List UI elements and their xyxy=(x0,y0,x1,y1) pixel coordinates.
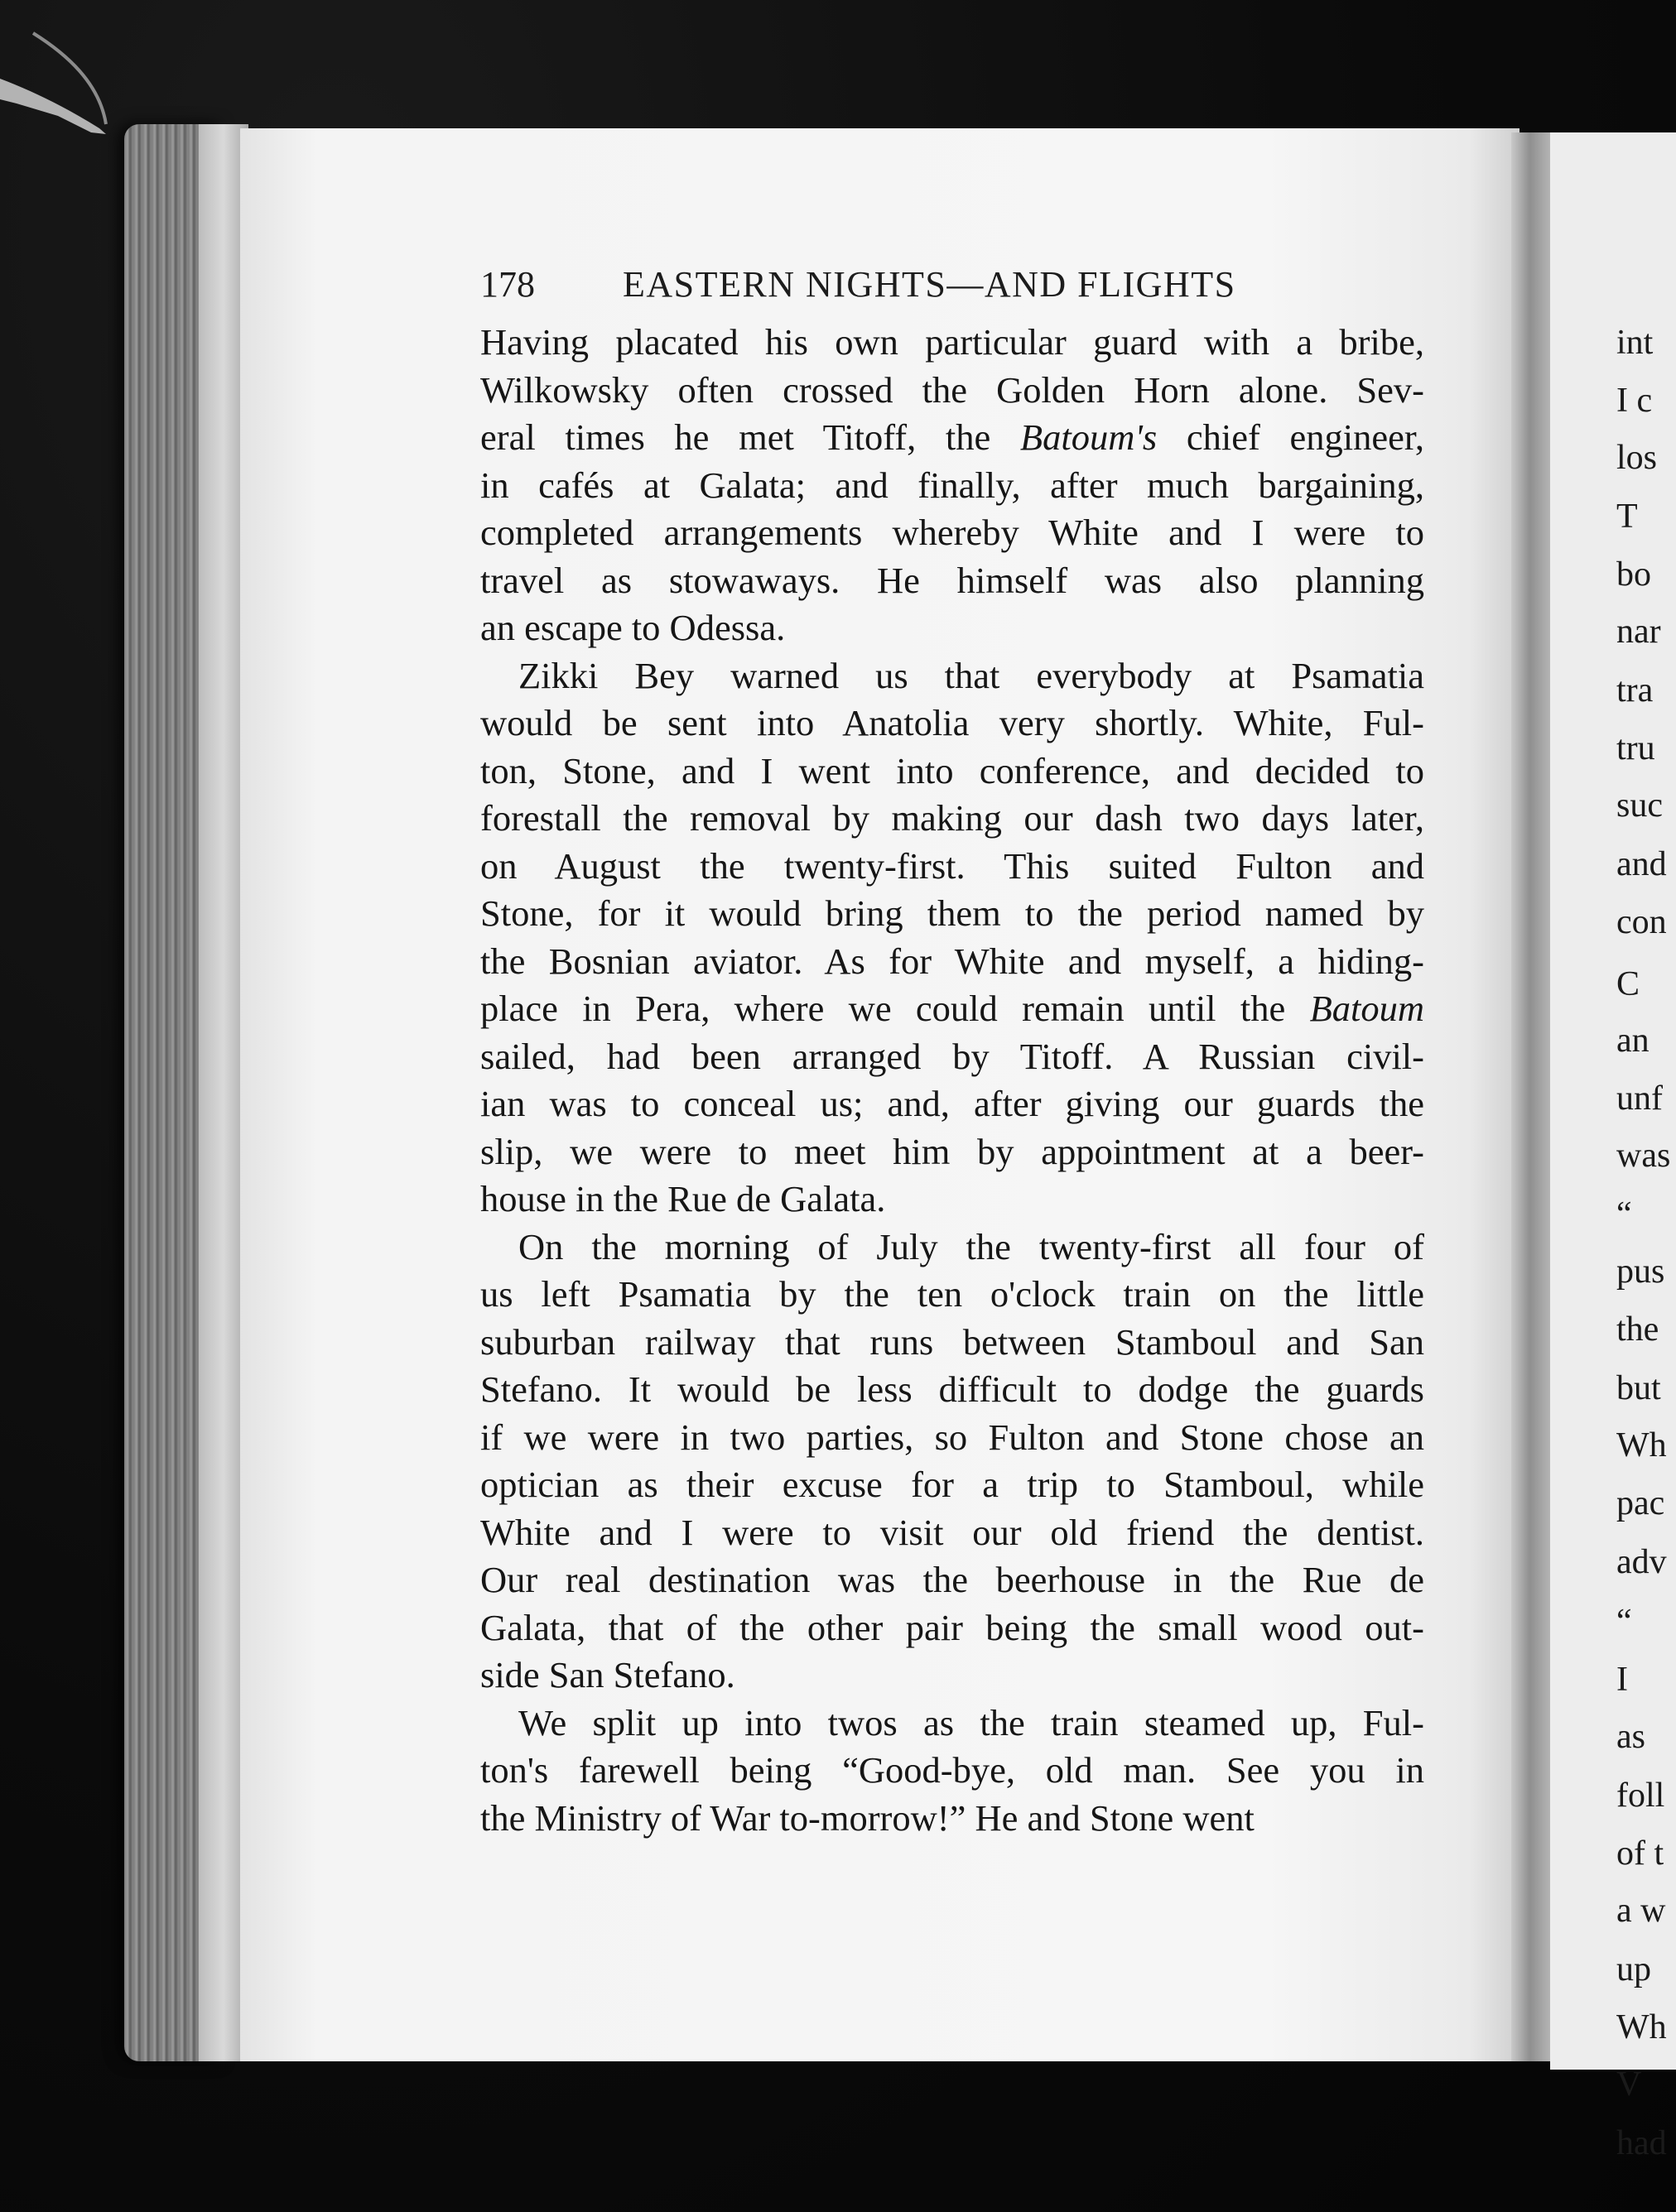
facing-page-text-fragment: was xyxy=(1616,1137,1671,1175)
book-gutter xyxy=(1511,132,1553,2061)
text-line: completed arrangements whereby White and I were to xyxy=(480,512,1424,553)
facing-page-text-fragment: con xyxy=(1616,903,1667,941)
text-line: Galata, that of the other pair being the small wood out- xyxy=(480,1606,1424,1648)
text-line: Wilkowsky often crossed the Golden Horn alone. Sev- xyxy=(480,368,1424,411)
facing-page-text-fragment: los xyxy=(1616,439,1658,477)
text-line: ton's farewell being “Good-bye, old man. See you in xyxy=(480,1749,1424,1791)
facing-page-text-fragment: T xyxy=(1616,497,1638,536)
text-line: Having placated his own particular guard with a bribe, xyxy=(480,321,1424,363)
facing-page-text-fragment: bo xyxy=(1616,555,1651,594)
facing-page-text-fragment: int xyxy=(1616,323,1654,362)
text-line: us left Psamatia by the ten o'clock train on the little xyxy=(480,1273,1424,1315)
facing-page-text-fragment: as xyxy=(1616,1718,1645,1756)
facing-page-text-fragment: I c xyxy=(1616,382,1653,420)
text-line: Stone, for it would bring them to the period named by xyxy=(480,892,1424,934)
facing-page-text-fragment: pac xyxy=(1616,1484,1665,1522)
facing-page-fragment xyxy=(1550,132,1676,2162)
facing-page-text-fragment: had xyxy=(1616,2123,1667,2162)
facing-page-text-fragment: Wh xyxy=(1616,2008,1667,2046)
facing-page-text-fragment: “ xyxy=(1616,1602,1632,1641)
text-line: We split up into twos as the train steamed up, Ful- xyxy=(518,1701,1424,1743)
facing-page-text-fragment: tra xyxy=(1616,671,1654,709)
paragraph xyxy=(480,1224,1424,1700)
facing-page-text-fragment: I xyxy=(1616,1661,1628,1699)
text-line: eral times he met Titoff, the Batoum's chief engineer, xyxy=(480,416,1424,458)
facing-page-text-fragment: tru xyxy=(1616,729,1655,767)
text-line: sailed, had been arranged by Titoff. A Russian civil- xyxy=(480,1035,1424,1077)
text-line: ton, Stone, and I went into conference, and decided to xyxy=(480,749,1424,791)
text-line: house in the Rue de Galata. xyxy=(480,1178,886,1219)
text-line: if we were in two parties, so Fulton and Stone chose an xyxy=(480,1416,1424,1458)
paragraph xyxy=(480,652,1424,1224)
facing-page-text-fragment: but xyxy=(1616,1368,1661,1407)
facing-page-text-fragment: adv xyxy=(1616,1542,1667,1581)
facing-page-text-fragment: V xyxy=(1616,2065,1642,2104)
text-line: on August the twenty-first. This suited Fulton and xyxy=(480,844,1424,887)
paragraph xyxy=(480,1700,1424,1843)
facing-page-text-fragment: C xyxy=(1616,965,1640,1003)
text-line: side San Stefano. xyxy=(480,1654,735,1695)
facing-page-text-fragment: up xyxy=(1616,1950,1651,1988)
facing-page-text-fragment: unf xyxy=(1616,1080,1663,1118)
text-line: forestall the removal by making our dash two days later, xyxy=(480,797,1424,839)
text-line: Stefano. It would be less difficult to dodge the guards xyxy=(480,1368,1424,1410)
text-line: travel as stowaways. He himself was also planning xyxy=(480,559,1424,601)
page-tear-mark xyxy=(0,33,116,199)
text-line: place in Pera, where we could remain until the Batoum xyxy=(480,988,1424,1029)
facing-page-text-fragment: of t xyxy=(1616,1835,1664,1873)
text-line: slip, we were to meet him by appointment at a beer- xyxy=(480,1130,1424,1172)
facing-page-text-fragment: Wh xyxy=(1616,1426,1667,1464)
page-body-text xyxy=(480,319,1424,1842)
text-line: the Ministry of War to-morrow!” He and Stone went xyxy=(480,1796,1255,1839)
facing-page-text-fragment: and xyxy=(1616,844,1667,883)
text-line: White and I were to visit our old friend the dentist. xyxy=(480,1511,1424,1553)
facing-page-text-fragment: suc xyxy=(1616,786,1663,825)
facing-page-text-fragment: pus xyxy=(1616,1252,1665,1291)
running-title: EASTERN NIGHTS—AND FLIGHTS xyxy=(623,264,1236,305)
facing-page-text-fragment: foll xyxy=(1616,1776,1665,1815)
text-line: ian was to conceal us; and, after giving our guards the xyxy=(480,1083,1424,1124)
text-line: in cafés at Galata; and finally, after much bargaining, xyxy=(480,464,1424,506)
text-line: the Bosnian aviator. As for White and myself, a hiding- xyxy=(480,940,1424,982)
text-line: On the morning of July the twenty-first all four of xyxy=(518,1225,1424,1267)
text-line: Zikki Bey warned us that everybody at Psamatia xyxy=(518,654,1424,696)
text-line: optician as their excuse for a trip to Stamboul, while xyxy=(480,1464,1424,1505)
paragraph xyxy=(480,319,1424,652)
facing-page-text-fragment: an xyxy=(1616,1021,1650,1060)
page-number: 178 xyxy=(480,264,535,305)
facing-page-text-fragment: nar xyxy=(1616,613,1661,651)
facing-page-text-fragment: the xyxy=(1616,1310,1659,1349)
text-line: would be sent into Anatolia very shortly. White, Ful- xyxy=(480,702,1424,743)
text-line: Our real destination was the beerhouse in the Rue de xyxy=(480,1559,1424,1600)
text-line: an escape to Odessa. xyxy=(480,607,786,648)
text-line: suburban railway that runs between Stamboul and San xyxy=(480,1320,1424,1363)
facing-page-text-fragment: a w xyxy=(1616,1892,1666,1930)
facing-page-text-fragment: “ xyxy=(1616,1195,1632,1233)
